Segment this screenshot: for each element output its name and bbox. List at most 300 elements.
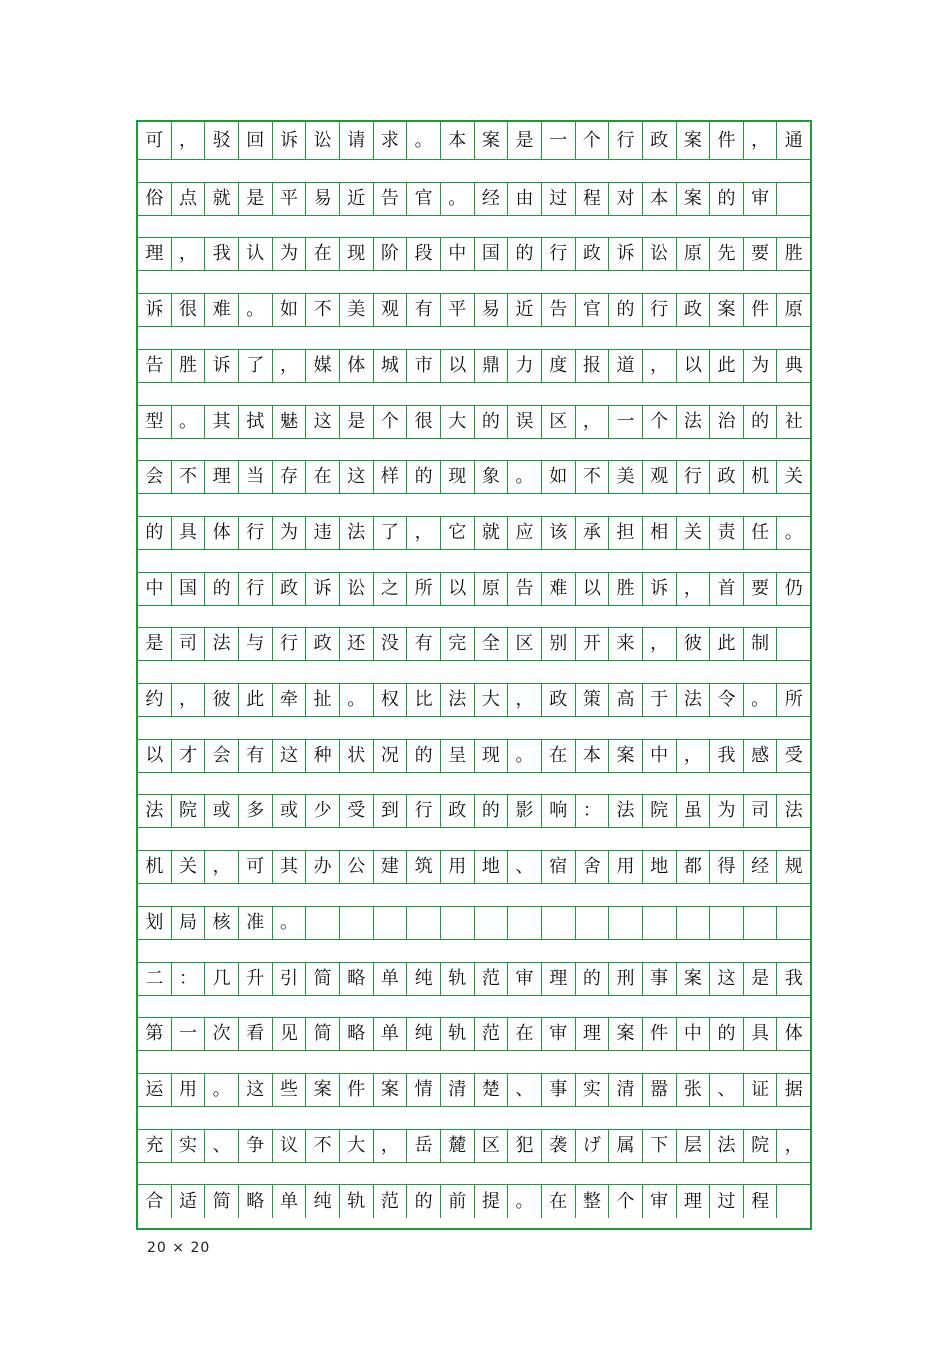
grid-cell: 这 [273, 740, 307, 772]
grid-cell: 舍 [576, 851, 610, 883]
grid-cell: 原 [475, 573, 509, 605]
grid-cell: 魅 [273, 406, 307, 438]
grid-cell: 审 [508, 963, 542, 995]
grid-cell: 拭 [239, 406, 273, 438]
grid-cell: 纯 [407, 963, 441, 995]
grid-cell: 简 [306, 1018, 340, 1050]
grid-cell: 胜 [172, 350, 206, 382]
grid-cell: 开 [576, 628, 610, 660]
grid-cell: 受 [340, 795, 374, 827]
grid-cell: 是 [744, 963, 778, 995]
grid-cell [441, 907, 475, 939]
grid-cell: 个 [374, 406, 408, 438]
grid-cell: 升 [239, 963, 273, 995]
grid-cell: 纯 [407, 1018, 441, 1050]
grid-cell: 才 [172, 740, 206, 772]
grid-cell: 具 [172, 517, 206, 549]
grid-cell: 单 [374, 1018, 408, 1050]
grid-cell: 这 [306, 406, 340, 438]
grid-cell: 很 [407, 406, 441, 438]
grid-cell: 院 [744, 1130, 778, 1162]
grid-cell: 区 [542, 406, 576, 438]
grid-cell: 区 [475, 1130, 509, 1162]
grid-cell: 、 [508, 851, 542, 883]
grid-cell: 审 [542, 1018, 576, 1050]
grid-cell: ， [172, 238, 206, 270]
grid-cell: 近 [340, 183, 374, 215]
grid-cell: 宿 [542, 851, 576, 883]
grid-cell: 件 [710, 122, 744, 159]
grid-cell: ， [374, 1130, 408, 1162]
grid-cell: ， [643, 628, 677, 660]
grid-cell: ， [172, 684, 206, 716]
grid-cell: 一 [542, 122, 576, 159]
grid-cell: 了 [239, 350, 273, 382]
grid-row [138, 349, 810, 383]
grid-cell: 对 [609, 183, 643, 215]
grid-cell: 法 [710, 1130, 744, 1162]
grid-cell: 度 [542, 350, 576, 382]
grid-cell: 很 [172, 294, 206, 326]
grid-cell: 型 [138, 406, 172, 438]
grid-cell: 大 [340, 1130, 374, 1162]
grid-cell: 可 [138, 122, 172, 159]
grid-cell: 讼 [340, 573, 374, 605]
grid-cell: 嚣 [643, 1074, 677, 1106]
grid-cell: 的 [205, 573, 239, 605]
grid-cell: 袭 [542, 1130, 576, 1162]
grid-cell: 以 [441, 350, 475, 382]
grid-cell: 。 [744, 684, 778, 716]
grid-cell: 审 [643, 1185, 677, 1218]
grid-cell [677, 907, 711, 939]
grid-cell: 范 [475, 963, 509, 995]
grid-row [138, 1184, 810, 1218]
grid-cell: 以 [138, 740, 172, 772]
grid-cell: 讼 [643, 238, 677, 270]
grid-cell: 这 [710, 963, 744, 995]
grid-cell: 于 [643, 684, 677, 716]
grid-size-label: 20 × 20 [147, 1240, 211, 1256]
grid-cell: 情 [407, 1074, 441, 1106]
grid-cell: 案 [710, 294, 744, 326]
grid-cell: 。 [205, 1074, 239, 1106]
grid-cell: 案 [677, 963, 711, 995]
grid-cell: 中 [677, 1018, 711, 1050]
grid-row [138, 182, 810, 216]
grid-cell: 难 [205, 294, 239, 326]
grid-cell: 影 [508, 795, 542, 827]
grid-cell: 鼎 [475, 350, 509, 382]
grid-cell: 行 [273, 628, 307, 660]
grid-cell: 案 [609, 740, 643, 772]
grid-row [138, 460, 810, 494]
grid-cell: 力 [508, 350, 542, 382]
grid-cell: 案 [306, 1074, 340, 1106]
grid-cell: 我 [710, 740, 744, 772]
grid-cell: 案 [677, 183, 711, 215]
grid-cell: 议 [273, 1130, 307, 1162]
grid-cell: ， [677, 573, 711, 605]
grid-cell: 楚 [475, 1074, 509, 1106]
grid-cell: 行 [609, 122, 643, 159]
grid-cell: 国 [172, 573, 206, 605]
grid-row [138, 1073, 810, 1107]
grid-cell: 如 [542, 461, 576, 493]
grid-cell: 过 [710, 1185, 744, 1218]
grid-cell: 用 [441, 851, 475, 883]
grid-cell: 行 [239, 517, 273, 549]
grid-cell: 准 [239, 907, 273, 939]
grid-cell: 报 [576, 350, 610, 382]
grid-cell: 原 [677, 238, 711, 270]
grid-cell: 没 [374, 628, 408, 660]
grid-cell: 误 [508, 406, 542, 438]
grid-cell: 观 [374, 294, 408, 326]
grid-cell: 本 [643, 183, 677, 215]
grid-row [138, 1129, 810, 1163]
grid-cell: 少 [306, 795, 340, 827]
grid-cell: 此 [710, 628, 744, 660]
grid-cell: 之 [374, 573, 408, 605]
grid-cell: 合 [138, 1185, 172, 1218]
grid-cell: 城 [374, 350, 408, 382]
grid-cell: 权 [374, 684, 408, 716]
grid-cell: 是 [340, 406, 374, 438]
grid-cell: 实 [172, 1130, 206, 1162]
grid-cell: 体 [205, 517, 239, 549]
grid-cell: 司 [172, 628, 206, 660]
grid-cell: 了 [374, 517, 408, 549]
grid-cell: 高 [609, 684, 643, 716]
grid-cell: 个 [609, 1185, 643, 1218]
grid-cell: 点 [172, 183, 206, 215]
grid-cell: 与 [239, 628, 273, 660]
grid-cell: 市 [407, 350, 441, 382]
grid-cell: 。 [508, 740, 542, 772]
grid-cell: 诉 [643, 573, 677, 605]
grid-cell: 美 [340, 294, 374, 326]
grid-row [138, 794, 810, 828]
grid-cell: 区 [508, 628, 542, 660]
grid-cell: 的 [710, 183, 744, 215]
grid-cell: ， [273, 350, 307, 382]
grid-cell: 要 [744, 573, 778, 605]
grid-row [138, 962, 810, 996]
grid-cell: 、 [508, 1074, 542, 1106]
grid-cell: 引 [273, 963, 307, 995]
grid-cell: 案 [677, 122, 711, 159]
grid-cell: 体 [340, 350, 374, 382]
grid-cell: 局 [172, 907, 206, 939]
grid-cell: 是 [239, 183, 273, 215]
grid-cell: 政 [643, 122, 677, 159]
grid-cell: 法 [677, 406, 711, 438]
grid-cell: 就 [475, 517, 509, 549]
grid-cell: 阶 [374, 238, 408, 270]
grid-cell: 单 [273, 1185, 307, 1218]
grid-cell: 关 [677, 517, 711, 549]
grid-cell: 办 [306, 851, 340, 883]
grid-cell: 有 [407, 628, 441, 660]
grid-cell: 政 [542, 684, 576, 716]
grid-cell: 事 [542, 1074, 576, 1106]
grid-cell: ， [407, 517, 441, 549]
grid-cell: 责 [710, 517, 744, 549]
grid-cell: 简 [306, 963, 340, 995]
grid-cell: 响 [542, 795, 576, 827]
grid-cell: 现 [475, 740, 509, 772]
grid-cell: 感 [744, 740, 778, 772]
grid-cell: 我 [784, 968, 803, 989]
grid-cell: 建 [374, 851, 408, 883]
grid-cell: 一 [172, 1018, 206, 1050]
grid-cell: 不 [576, 461, 610, 493]
grid-cell: 典 [784, 355, 803, 376]
grid-cell: 会 [205, 740, 239, 772]
grid-cell: 为 [273, 517, 307, 549]
grid-row [138, 850, 810, 884]
grid-cell: 范 [475, 1018, 509, 1050]
grid-cell: 都 [677, 851, 711, 883]
grid-cell: 以 [677, 350, 711, 382]
grid-cell: 存 [273, 461, 307, 493]
grid-cell: 由 [508, 183, 542, 215]
grid-cell: 样 [374, 461, 408, 493]
grid-cell: 事 [643, 963, 677, 995]
grid-cell: 不 [306, 1130, 340, 1162]
grid-cell: 在 [306, 461, 340, 493]
grid-cell: 诉 [306, 573, 340, 605]
grid-cell: 层 [677, 1130, 711, 1162]
grid-cell: 清 [441, 1074, 475, 1106]
grid-cell: 会 [138, 461, 172, 493]
grid-cell: 社 [784, 411, 803, 432]
grid-cell: ， [508, 684, 542, 716]
grid-cell: 实 [576, 1074, 610, 1106]
grid-cell: 机 [138, 851, 172, 883]
grid-cell: 行 [239, 573, 273, 605]
grid-cell: 讼 [306, 122, 340, 159]
grid-cell: 岳 [407, 1130, 441, 1162]
grid-cell: 略 [239, 1185, 273, 1218]
grid-cell: 当 [239, 461, 273, 493]
grid-cell: 平 [273, 183, 307, 215]
grid-cell: 大 [475, 684, 509, 716]
grid-row [138, 572, 810, 606]
grid-cell: 政 [441, 795, 475, 827]
grid-cell: 的 [744, 406, 778, 438]
grid-cell: 的 [475, 406, 509, 438]
grid-cell: 院 [643, 795, 677, 827]
grid-cell: 的 [508, 238, 542, 270]
grid-cell: 经 [744, 851, 778, 883]
grid-cell: 所 [407, 573, 441, 605]
grid-cell: 筑 [407, 851, 441, 883]
grid-cell: 程 [576, 183, 610, 215]
grid-cell: 规 [784, 856, 803, 877]
grid-cell: 本 [441, 122, 475, 159]
grid-cell: 经 [475, 183, 509, 215]
grid-cell: 属 [609, 1130, 643, 1162]
grid-cell: 审 [744, 183, 778, 215]
grid-cell: 治 [710, 406, 744, 438]
grid-cell: 我 [205, 238, 239, 270]
grid-cell: 张 [677, 1074, 711, 1106]
grid-cell: 任 [744, 517, 778, 549]
grid-cell: 的 [407, 740, 441, 772]
grid-cell: 况 [374, 740, 408, 772]
grid-cell: 。 [172, 406, 206, 438]
grid-cell: 法 [441, 684, 475, 716]
grid-cell: 理 [542, 963, 576, 995]
grid-cell: 别 [542, 628, 576, 660]
grid-cell: 一 [609, 406, 643, 438]
grid-cell: 此 [710, 350, 744, 382]
grid-cell: 看 [239, 1018, 273, 1050]
grid-cell: 中 [441, 238, 475, 270]
grid-cell: 地 [643, 851, 677, 883]
grid-cell: 。 [340, 684, 374, 716]
grid-cell: 承 [576, 517, 610, 549]
grid-cell: 清 [609, 1074, 643, 1106]
grid-cell: 为 [744, 350, 778, 382]
grid-cell: 比 [407, 684, 441, 716]
grid-cell: 轨 [441, 963, 475, 995]
grid-cell: ， [576, 406, 610, 438]
grid-cell: 牵 [273, 684, 307, 716]
grid-cell: 受 [784, 745, 803, 766]
grid-cell: 如 [273, 294, 307, 326]
grid-row [138, 739, 810, 773]
grid-cell: 。 [441, 183, 475, 215]
grid-cell [609, 907, 643, 939]
grid-cell: 下 [643, 1130, 677, 1162]
grid-cell: 机 [744, 461, 778, 493]
grid-cell: 俗 [138, 183, 172, 215]
grid-cell [576, 907, 610, 939]
grid-cell: 的 [138, 517, 172, 549]
grid-cell: 告 [508, 573, 542, 605]
grid-cell: 回 [239, 122, 273, 159]
grid-cell: 几 [205, 963, 239, 995]
grid-cell: 程 [744, 1185, 778, 1218]
grid-cell: 不 [172, 461, 206, 493]
grid-cell: 简 [205, 1185, 239, 1218]
grid-cell: 告 [374, 183, 408, 215]
grid-cell: げ [576, 1130, 610, 1162]
grid-cell: 在 [508, 1018, 542, 1050]
grid-cell: 约 [138, 684, 172, 716]
grid-cell: 、 [710, 1074, 744, 1106]
grid-cell: 仍 [784, 578, 803, 599]
grid-cell: 。 [508, 461, 542, 493]
grid-cell: 略 [340, 963, 374, 995]
grid-cell: 刑 [609, 963, 643, 995]
grid-cell: 政 [710, 461, 744, 493]
grid-cell: 诉 [205, 350, 239, 382]
grid-cell: 官 [407, 183, 441, 215]
grid-cell: 院 [172, 795, 206, 827]
grid-row [138, 122, 810, 160]
grid-cell: 先 [710, 238, 744, 270]
grid-row [138, 293, 810, 327]
grid-row [138, 906, 810, 940]
grid-cell: 理 [576, 1018, 610, 1050]
grid-cell: 理 [138, 238, 172, 270]
grid-cell: 有 [239, 740, 273, 772]
grid-cell [643, 907, 677, 939]
grid-cell: 到 [374, 795, 408, 827]
grid-cell: 所 [784, 689, 803, 710]
grid-cell [744, 907, 778, 939]
grid-cell: 这 [340, 461, 374, 493]
grid-cell: ， [172, 122, 206, 159]
grid-cell: 应 [508, 517, 542, 549]
grid-cell [777, 1185, 810, 1218]
grid-cell: 核 [205, 907, 239, 939]
grid-cell [508, 907, 542, 939]
grid-cell: 法 [784, 800, 803, 821]
grid-cell: 完 [441, 628, 475, 660]
grid-cell: 据 [784, 1079, 803, 1100]
grid-cell: 在 [306, 238, 340, 270]
grid-cell: 全 [475, 628, 509, 660]
grid-cell: 、 [205, 1130, 239, 1162]
manuscript-grid [136, 120, 812, 1230]
grid-cell: 的 [576, 963, 610, 995]
grid-cell: 次 [205, 1018, 239, 1050]
grid-cell: 个 [643, 406, 677, 438]
grid-cell: 状 [340, 740, 374, 772]
grid-cell: 此 [239, 684, 273, 716]
grid-cell: 违 [306, 517, 340, 549]
grid-cell: 其 [273, 851, 307, 883]
grid-cell: 的 [407, 1185, 441, 1218]
grid-cell: 本 [576, 740, 610, 772]
grid-cell: 道 [609, 350, 643, 382]
grid-cell: 观 [643, 461, 677, 493]
grid-cell: 公 [340, 851, 374, 883]
grid-cell: 呈 [441, 740, 475, 772]
grid-row [138, 627, 810, 661]
grid-cell: 策 [576, 684, 610, 716]
grid-cell: 可 [239, 851, 273, 883]
grid-cell [340, 907, 374, 939]
grid-cell: 中 [138, 573, 172, 605]
grid-cell: 媒 [306, 350, 340, 382]
grid-cell: 适 [172, 1185, 206, 1218]
grid-cell: 中 [643, 740, 677, 772]
grid-cell: 不 [306, 294, 340, 326]
grid-cell: ， [677, 740, 711, 772]
grid-cell: 诉 [138, 294, 172, 326]
grid-cell [407, 907, 441, 939]
grid-cell: ： [172, 963, 206, 995]
grid-cell: 原 [784, 299, 803, 320]
grid-cell: 易 [475, 294, 509, 326]
grid-row [138, 405, 810, 439]
grid-cell: 种 [306, 740, 340, 772]
grid-cell: 案 [374, 1074, 408, 1106]
grid-cell: 现 [340, 238, 374, 270]
grid-cell: ， [205, 851, 239, 883]
grid-cell: 还 [340, 628, 374, 660]
grid-cell: 告 [542, 294, 576, 326]
grid-cell: 得 [710, 851, 744, 883]
grid-cell: 或 [273, 795, 307, 827]
grid-cell: 政 [273, 573, 307, 605]
